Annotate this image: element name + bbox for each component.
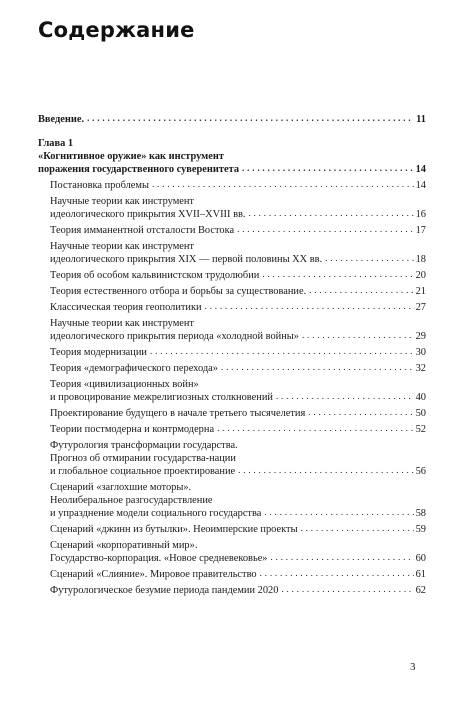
toc-entry-line: Научные теории как инструмент [50,241,194,252]
toc-entry [38,378,426,404]
toc-entry [38,240,426,266]
chapter-title-line2: поражения государственного суверенитета [38,164,240,175]
toc-entry-row [50,423,426,436]
toc-entry-line: идеологического прикрытия XIX — первой половины XX вв. [50,254,323,265]
toc-intro-text: Введение. [38,114,85,125]
toc-entry [38,317,426,343]
toc-entry-line: Научные теории как инструмент [50,318,194,329]
toc-entry-page: 60 [415,553,426,564]
toc-entry-line: идеологического прикрытия XVII–XVIII вв. [50,209,246,220]
dot-leader [152,179,414,189]
dot-leader [301,523,414,533]
toc-entry-row [50,346,426,359]
toc-entry-row [50,179,426,192]
toc-entry [38,539,426,565]
toc-entry-line: Теория об особом кальвинистском трудолюбии [50,270,260,281]
toc-intro [38,113,426,126]
toc-entry-line: Теория модернизации [50,347,147,358]
toc-entry-row [50,552,426,565]
toc-entry-line: Футурология трансформации государства. [50,440,238,451]
dot-leader [309,285,413,295]
dot-leader [221,362,414,372]
dot-leader [308,407,413,417]
toc-entry-line: Постановка проблемы [50,180,149,191]
toc-entry [38,439,426,478]
dot-leader [271,552,414,562]
toc-entry-line: Теория «цивилизационных войн» [50,379,199,390]
toc-entry-line: Сценарий «джинн из бутылки». Неоимперские проекты [50,524,298,535]
dot-leader [242,163,414,173]
toc-entry-line: и глобальное социальное проектирование [50,466,236,477]
toc-entry-page: 14 [415,180,426,191]
toc-entry-page: 18 [415,254,426,265]
toc-entry-row [50,584,426,597]
dot-leader [302,330,414,340]
toc-entry-page: 61 [415,569,426,580]
toc-entries [38,179,426,597]
toc-entry-line: Теория естественного отбора и борьбы за существование. [50,286,307,297]
chapter-title-row [38,163,426,176]
toc-entry-page: 32 [415,363,426,374]
dot-leader [260,568,414,578]
toc-entry-line: Прогноз об отмирании государства-нации [50,453,236,464]
toc-entry-page: 40 [415,392,426,403]
toc-entry-page: 16 [415,209,426,220]
toc-entry-page: 59 [415,524,426,535]
toc-entry-line: Неолиберальное разгосударствление [50,495,213,506]
toc-entry-row [50,285,426,298]
toc-entry-page: 21 [415,286,426,297]
toc-entry-row [50,208,426,221]
toc-entry-row [50,465,426,478]
dot-leader [150,346,414,356]
toc-entry-page: 52 [415,424,426,435]
toc-entry [38,224,426,237]
toc-entry [38,568,426,581]
dot-leader [205,301,414,311]
toc-entry-page: 20 [415,270,426,281]
toc-entry-line: Государство-корпорация. «Новое средневековье» [50,553,268,564]
toc-entry-line: Классическая теория геополитики [50,302,202,313]
toc-entry-line: идеологического прикрытия периода «холодной войны» [50,331,299,342]
toc-entry-page: 50 [415,408,426,419]
toc-entry-page: 17 [415,225,426,236]
toc-entry-row [50,568,426,581]
toc-entry [38,584,426,597]
toc-entry-row [50,362,426,375]
toc-entry-page: 27 [415,302,426,313]
toc-entry [38,301,426,314]
toc-entry-row [50,407,426,420]
toc-entry [38,423,426,436]
toc-entry-line: Футурологическое безумие периода пандемии 2020 [50,585,279,596]
toc-entry [38,269,426,282]
toc-entry-row [50,507,426,520]
toc-entry [38,481,426,520]
toc-entry-row [50,269,426,282]
toc-entry-page: 58 [415,508,426,519]
dot-leader [281,584,413,594]
toc-entry-page: 62 [415,585,426,596]
toc-entry-row [50,301,426,314]
toc-entry [38,195,426,221]
toc-entry [38,346,426,359]
dot-leader [237,224,414,234]
toc-entry-line: Научные теории как инструмент [50,196,194,207]
toc-entry [38,523,426,536]
chapter-page: 14 [415,164,426,175]
toc-entry-row [50,253,426,266]
toc-entry [38,407,426,420]
dot-leader [217,423,414,433]
dot-leader [87,113,414,123]
toc-entry-line: Сценарий «заглохшие моторы». [50,482,192,493]
toc-entry-page: 56 [415,466,426,477]
page-number: 3 [410,661,416,673]
chapter-label: Глава 1 [38,138,74,149]
dot-leader [264,507,413,517]
toc-entry-line: Проектирование будущего в начале третьего тысячелетия [50,408,306,419]
toc-entry-row [50,330,426,343]
toc-entry-line: Теории постмодерна и контрмодерна [50,424,215,435]
toc-intro-page: 11 [416,114,426,125]
chapter-title-line1: «Когнитивное оружие» как инструмент [38,151,224,162]
toc-entry-row [50,523,426,536]
toc-chapter [38,137,426,176]
table-of-contents [38,113,426,597]
dot-leader [248,208,413,218]
toc-entry-line: Сценарий «корпоративный мир». [50,540,198,551]
toc-entry-line: Теория «демографического перехода» [50,363,218,374]
toc-entry-line: Теория имманентной отсталости Востока [50,225,235,236]
toc-entry-row [50,391,426,404]
toc-entry-line: и упразднение модели социального государства [50,508,262,519]
dot-leader [238,465,413,475]
toc-entry-page: 29 [415,331,426,342]
dot-leader [262,269,413,279]
toc-entry [38,285,426,298]
toc-entry [38,362,426,375]
toc-entry [38,179,426,192]
toc-entry-line: и провоцирование межрелигиозных столкновений [50,392,273,403]
toc-entry-page: 30 [415,347,426,358]
page-title: Содержание [38,18,195,42]
toc-entry-row [50,224,426,237]
dot-leader [325,253,413,263]
toc-entry-line: Сценарий «Слияние». Мировое правительство [50,569,257,580]
dot-leader [276,391,414,401]
